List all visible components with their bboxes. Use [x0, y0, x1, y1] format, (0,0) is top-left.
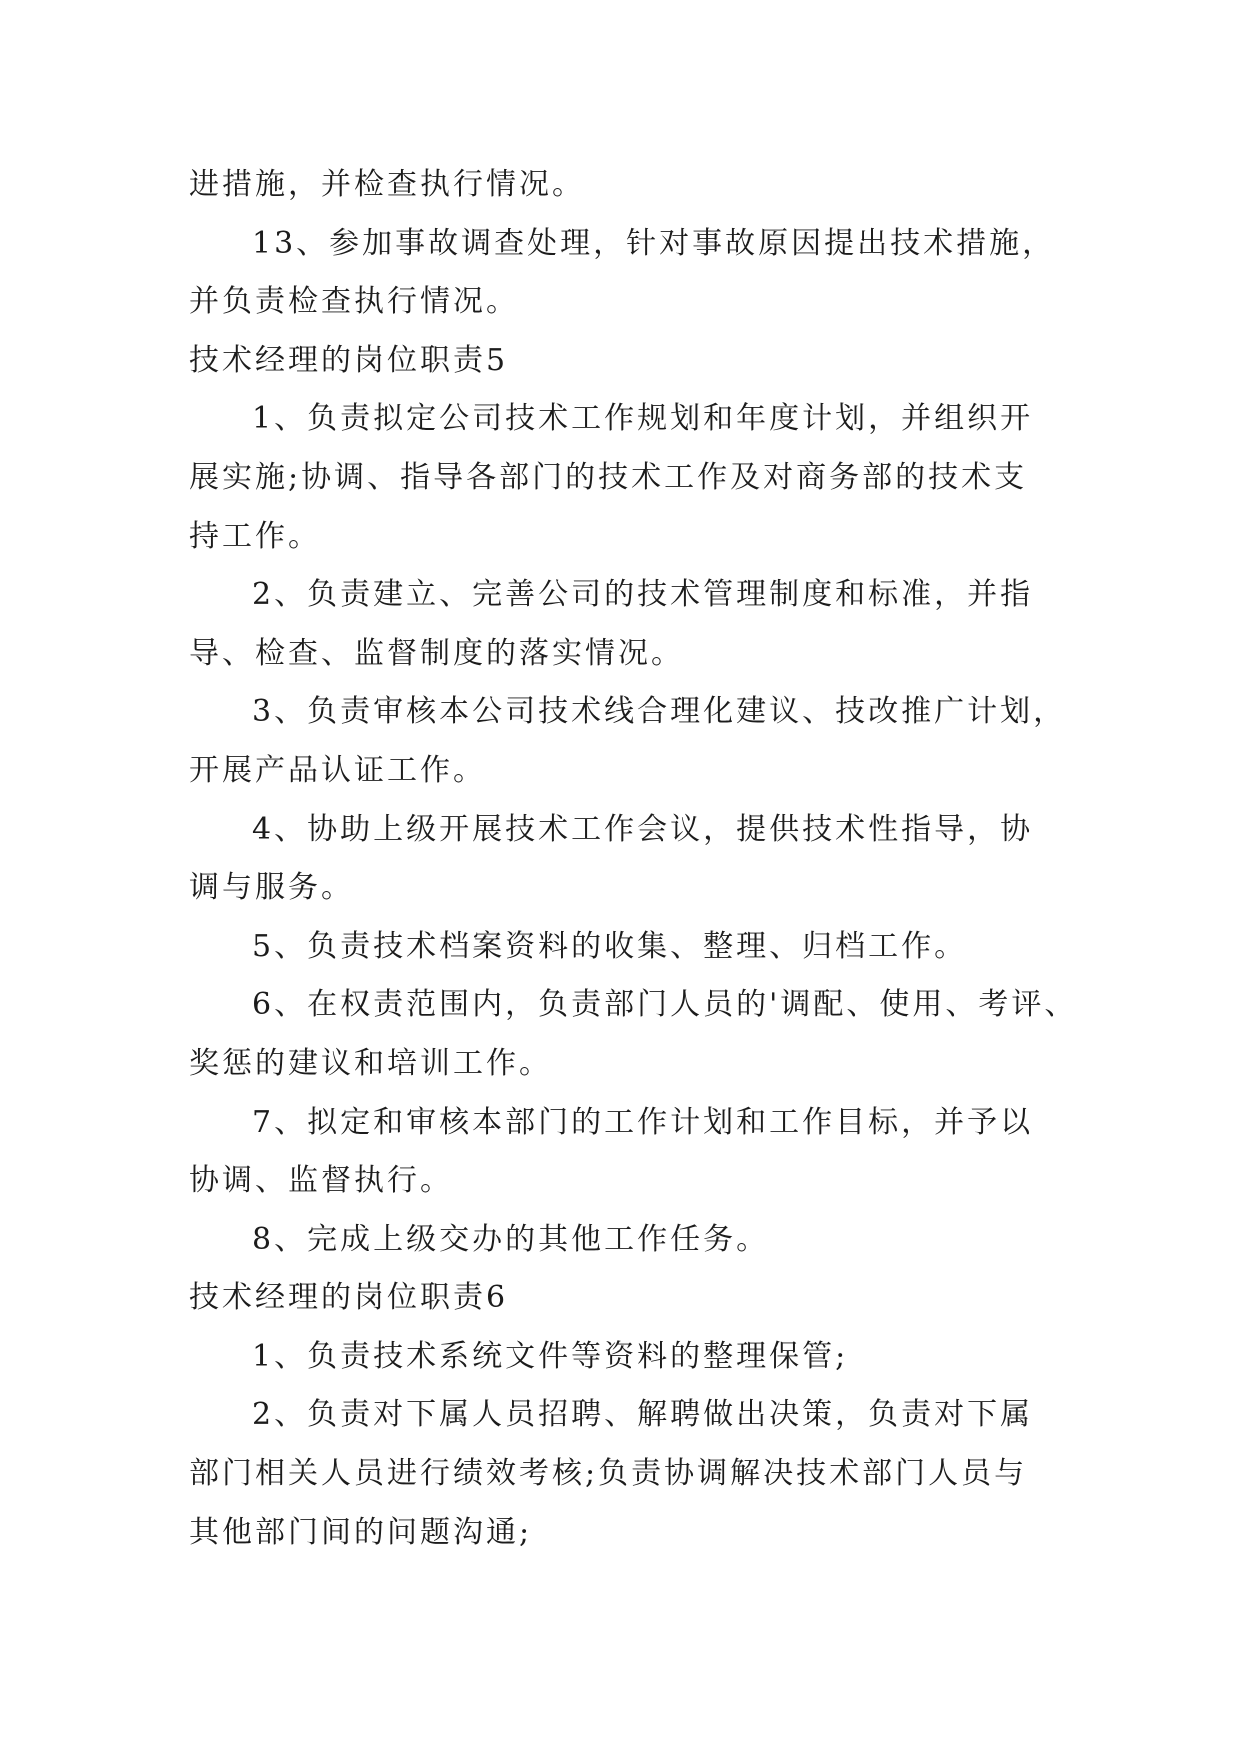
text-line: 调与服务。 [189, 870, 354, 906]
section-heading: 技术经理的岗位职责6 [189, 1280, 509, 1316]
text-line: 并负责检查执行情况。 [189, 284, 519, 320]
text-line: 导、检查、监督制度的落实情况。 [189, 635, 684, 671]
text-line: 开展产品认证工作。 [189, 752, 486, 788]
section-heading: 技术经理的岗位职责5 [189, 342, 509, 378]
text-line: 13、参加事故调查处理，针对事故原因提出技术措施， [252, 225, 1056, 261]
document-body [189, 156, 1078, 1562]
text-line: 2、负责建立、完善公司的技术管理制度和标准，并指 [252, 577, 1034, 613]
text-line: 3、负责审核本公司技术线合理化建议、技改推广计划， [252, 694, 1067, 730]
text-line: 6、在权责范围内，负责部门人员的'调配、使用、考评、 [252, 987, 1078, 1023]
text-line: 奖惩的建议和培训工作。 [189, 1045, 552, 1081]
text-line: 部门相关人员进行绩效考核;负责协调解决技术部门人员与 [189, 1456, 1028, 1492]
text-line: 8、完成上级交办的其他工作任务。 [252, 1221, 770, 1257]
text-line: 4、协助上级开展技术工作会议，提供技术性指导，协 [252, 811, 1034, 847]
text-line: 2、负责对下属人员招聘、解聘做出决策，负责对下属 [252, 1397, 1034, 1433]
text-line: 协调、监督执行。 [189, 1163, 453, 1199]
text-line: 1、负责拟定公司技术工作规划和年度计划，并组织开 [252, 401, 1034, 437]
text-line: 5、负责技术档案资料的收集、整理、归档工作。 [252, 928, 968, 964]
text-line: 进措施，并检查执行情况。 [189, 167, 585, 202]
text-line: 展实施;协调、指导各部门的技术工作及对商务部的技术支 [189, 459, 1028, 495]
text-line: 7、拟定和审核本部门的工作计划和工作目标，并予以 [252, 1104, 1034, 1140]
text-line: 1、负责技术系统文件等资料的整理保管; [252, 1338, 849, 1374]
text-line: 持工作。 [189, 518, 321, 554]
text-line: 其他部门间的问题沟通; [189, 1514, 533, 1550]
